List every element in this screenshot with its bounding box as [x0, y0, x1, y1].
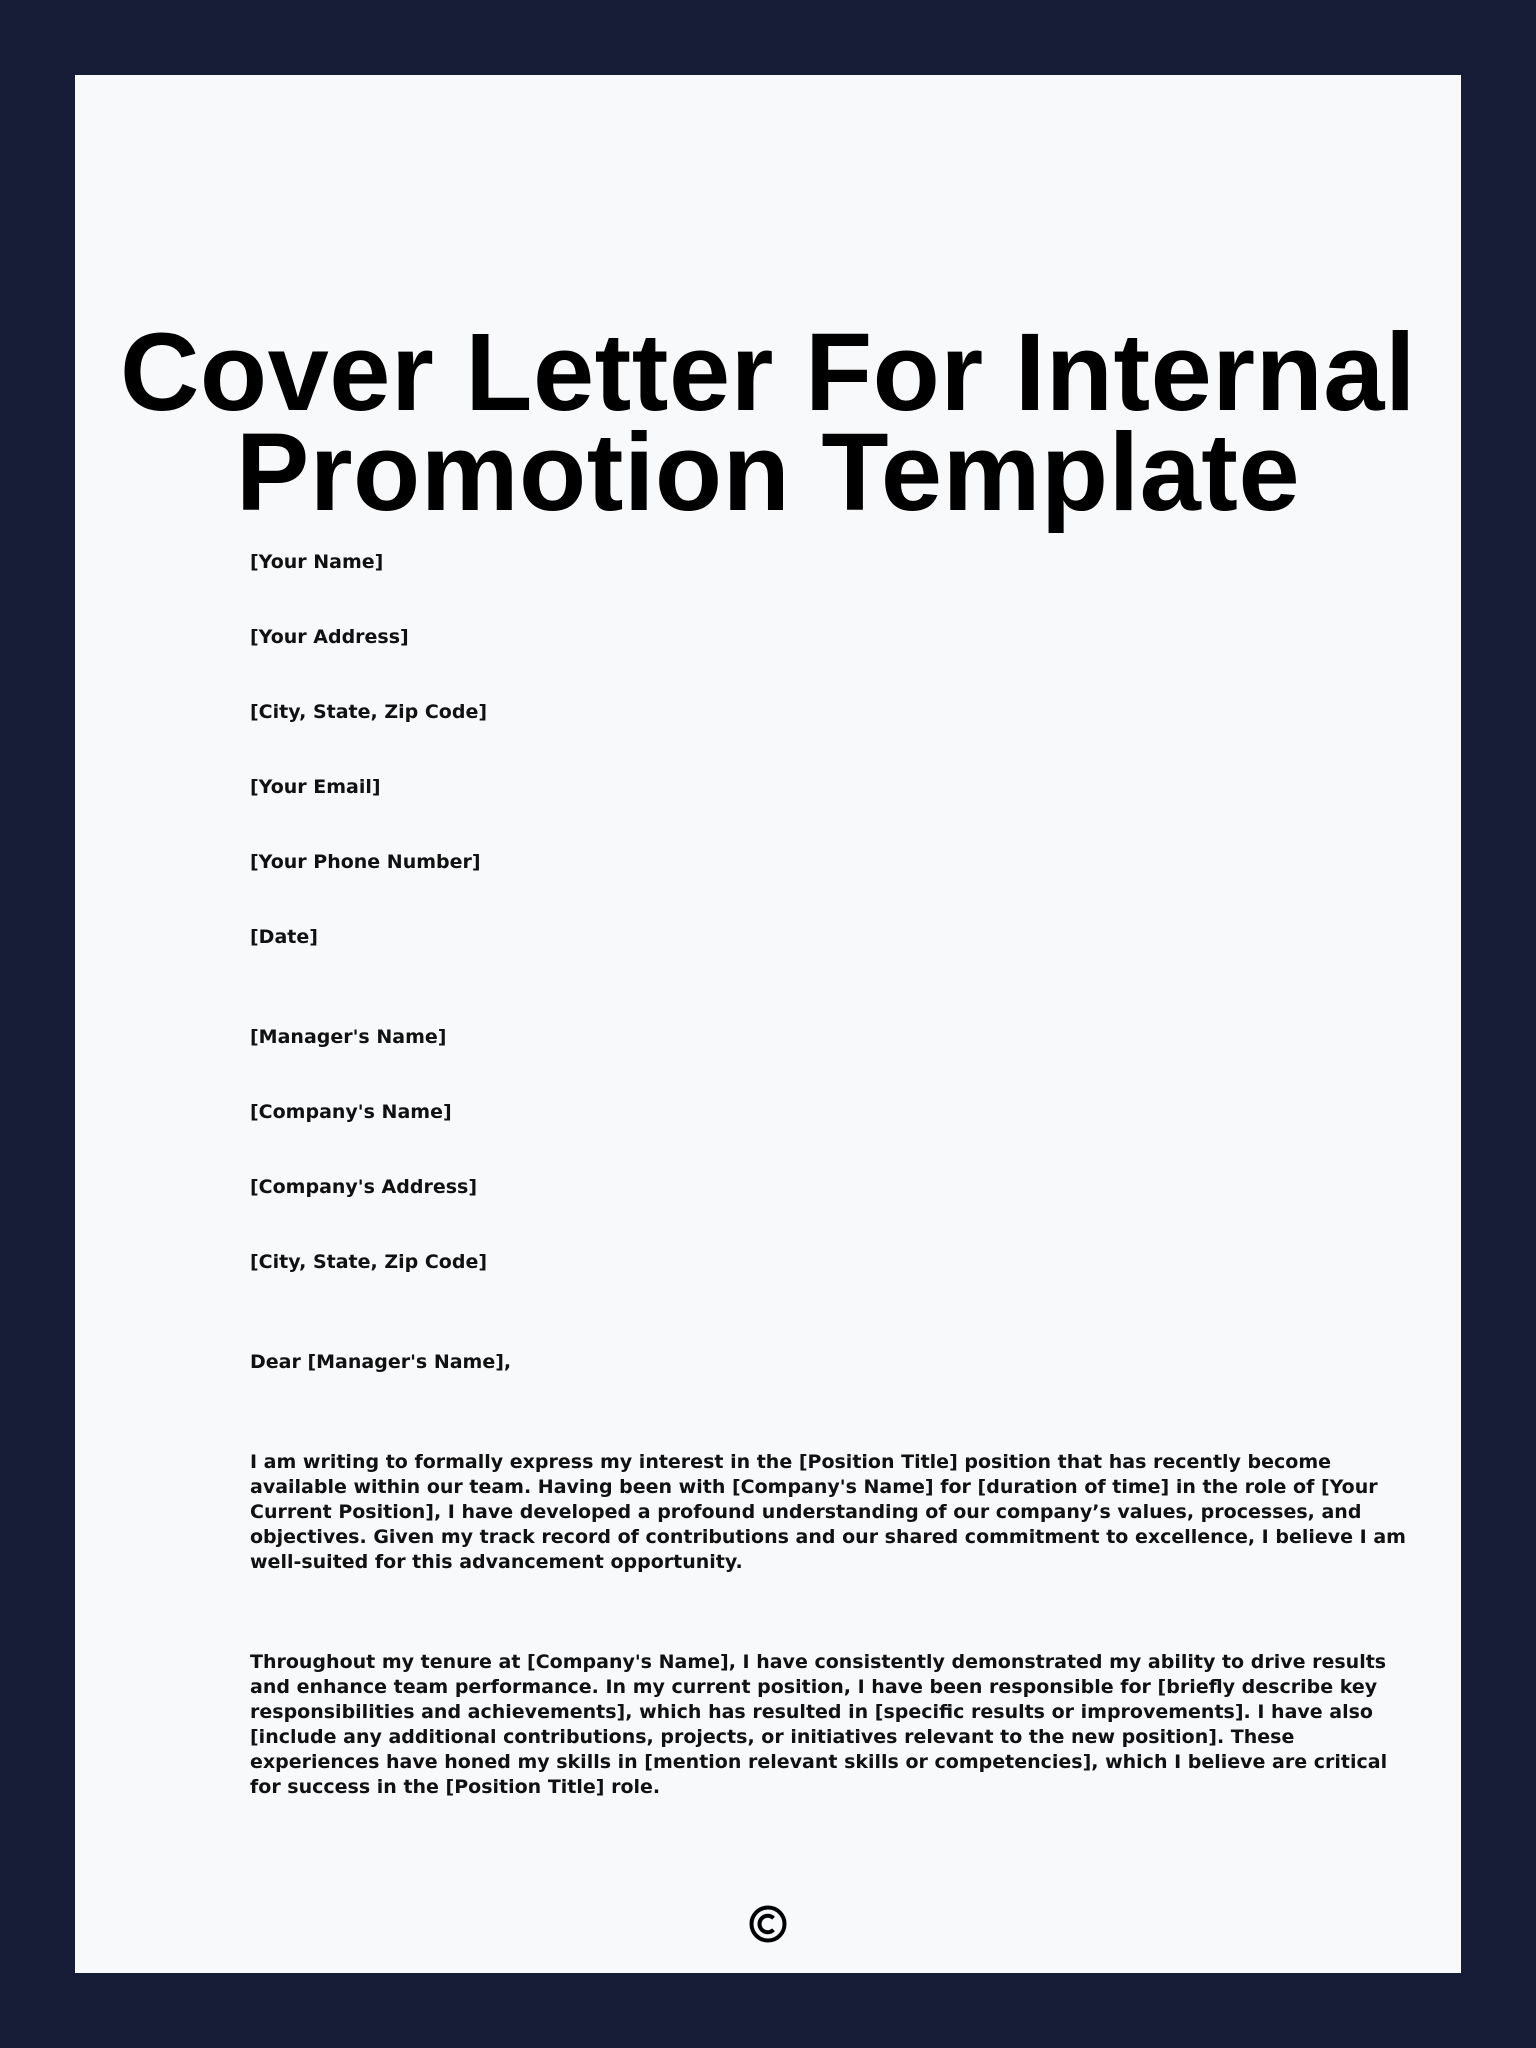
paragraph-line: available within our team. Having been with [Company's Name] for [duration of time] in the role of [Your — [250, 1476, 1378, 1498]
paragraph-line: and enhance team performance. In my current position, I have been responsible for [briefly describe key — [250, 1676, 1378, 1698]
paragraph-line: for success in the [Position Title] role. — [250, 1776, 661, 1798]
sender-phone: [Your Phone Number] — [250, 851, 481, 873]
paragraph-line: responsibilities and achievements], which has resulted in [specific results or improvements]. I have also — [250, 1701, 1373, 1723]
paragraph-line: objectives. Given my track record of contributions and our shared commitment to excellence, I believe I am — [250, 1526, 1406, 1548]
paragraph-line: [include any additional contributions, projects, or initiatives relevant to the new position]. These — [250, 1726, 1295, 1748]
title-line-2: Promotion Template — [235, 411, 1301, 534]
paragraph-line: experiences have honed my skills in [mention relevant skills or competencies], which I believe are critical — [250, 1751, 1388, 1773]
paragraph-line: Throughout my tenure at [Company's Name], I have consistently demonstrated my ability to drive results — [250, 1651, 1387, 1673]
document-page — [75, 75, 1461, 1973]
sender-address: [Your Address] — [250, 626, 409, 648]
body-paragraph-2 — [250, 1650, 1388, 1800]
salutation: Dear [Manager's Name], — [250, 1351, 512, 1373]
sender-email: [Your Email] — [250, 776, 381, 798]
paragraph-line: I am writing to formally express my interest in the [Position Title] position that has recently become — [250, 1451, 1332, 1473]
sender-city-state-zip: [City, State, Zip Code] — [250, 701, 488, 723]
letter-date: [Date] — [250, 926, 318, 948]
recipient-city-state-zip: [City, State, Zip Code] — [250, 1251, 488, 1273]
document-title — [75, 311, 1461, 534]
body-paragraph-1 — [250, 1450, 1406, 1575]
paragraph-line: Current Position], I have developed a profound understanding of our company’s values, processes, and — [250, 1501, 1362, 1523]
sender-name: [Your Name] — [250, 551, 384, 573]
recipient-company: [Company's Name] — [250, 1101, 452, 1123]
paragraph-line: well-suited for this advancement opportunity. — [250, 1551, 743, 1573]
recipient-name: [Manager's Name] — [250, 1026, 447, 1048]
recipient-address: [Company's Address] — [250, 1176, 478, 1198]
title-line-1: Cover Letter For Internal — [119, 311, 1417, 434]
copyright-icon — [748, 1904, 788, 1944]
